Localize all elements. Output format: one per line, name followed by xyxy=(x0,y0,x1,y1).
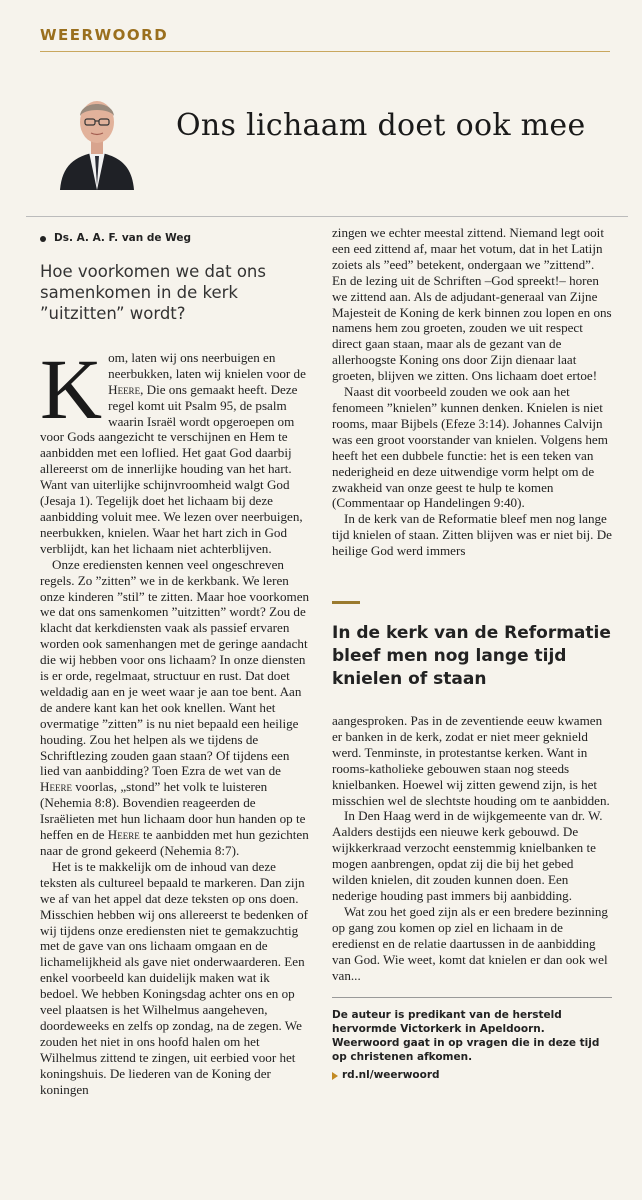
paragraph: Het is te makkelijk om de inhoud van deze teksten als cultureel bepaald te markeren. Dan zijn we af van het appel dat deze teksten op ons doen. Misschien hebben wij ons allereerst te bedenken of wij tijdens onze erediensten niet te gemakzuchtig met de gave van ons lichaam omgaan en de lichamelijkheid als gave niet onderwaarderen. Een enkel voorbeeld kan duidelijk maken wat ik bedoel. We hebben Koningsdag achter ons en op veel plaatsen is het Wilhelmus aangeheven, doordeweeks en zelfs op zondag, na de zegen. We zouden het niet in ons hoofd halen om het Wilhelmus zittend te zingen, uit eerbied voor het koningshuis. De liederen van de Koning der koningen xyxy=(40,858,308,1097)
bio-divider xyxy=(332,997,612,998)
paragraph: Wat zou het goed zijn als er een bredere bezinning op gang zou komen op ziel en lichaam in de eredienst en de relatie daartussen in de aanbidding van God. Wie weet, komt dat knielen er dan ook wel van... xyxy=(332,903,608,983)
section-label: WEERWOORD xyxy=(40,26,169,44)
text-run: voorlas, „stond” het volk te luisteren (Nehemia 8:8). Bovendien reageerden de Israëlieten met hun lichaam door hun handen op te heffen en de xyxy=(40,779,306,843)
small-caps-heere: Heere xyxy=(40,779,72,795)
paragraph: zingen we echter meestal zittend. Niemand legt ooit een eed zittend af, maar het votum, dat in het Latijn zoiets als ”eed” betekent, ondergaan we ”zittend”. En de lezing uit de Schriften –God spreekt!– horen we zittend aan. Als de adjudant-generaal van Zijne Majesteit de Koning de kerk binnen zou lopen en ons namens hem zou groeten, zouden we uit respect direct gaan staan, maar als de gezant van de allerhoogste Koning ons door Zijn dienaar laat groeten, blijven we zitten. Ons lichaam doet ertoe! xyxy=(332,225,612,384)
paragraph xyxy=(40,557,310,859)
section-rule xyxy=(40,51,610,52)
text-run: Onze erediensten kennen veel ongeschreven regels. Zo ”zitten” we in de kerkbank. We leren onze kinderen ”stil” te zitten. Maar hoe voorkomen we dat ons samenkomen ”uitzitten” wordt? Zou de klacht dat kerkdiensten vaak als passief ervaren worden ook samenhangen met de geringe aandacht die wij hebben voor ons lichaam? In onze diensten is er orde, regelmaat, structuur en rust. Dat doet weldadig aan en je weet waar je aan toe bent. Aan de andere kant kan het ook knellen. Want het overmatige ”zitten” is nu niet bepaald een heilige houding. Zou het helpen als we tijdens de Schriftlezing zouden gaan staan? Of tijdens een lied van aanbidding? Toen Ezra de wet van de xyxy=(40,556,310,779)
paragraph: In de kerk van de Reformatie bleef men nog lange tijd knielen of staan. Zitten blijven was er niet bij. De heilige God werd immers xyxy=(332,511,612,559)
left-body xyxy=(40,340,310,1098)
paragraph: In Den Haag werd in de wijkgemeente van dr. W. Aalders destijds een nieuwe kerk gebouwd. De wijkkerkraad verzocht eenstemmig knielbanken te mogen aanbrengen, opdat zij die bij het gebed wilden knielen, dit zouden kunnen doen. Een nederige houding past immers bij aanbidding. xyxy=(332,808,603,903)
header-divider xyxy=(26,216,628,217)
left-column xyxy=(40,225,310,1098)
byline xyxy=(40,231,310,247)
paragraph xyxy=(40,340,310,557)
article-headline: Ons lichaam doet ook mee xyxy=(176,108,586,143)
author-portrait xyxy=(54,86,140,190)
drop-cap: K xyxy=(40,340,103,437)
author-name: Ds. A. A. F. van de Weg xyxy=(54,232,192,244)
paragraph: Naast dit voorbeeld zouden we ook aan het fenomeen ”knielen” kunnen denken. Knielen is niet rooms, maar Bijbels (Efeze 3:14). Johannes Calvijn was een groot voorstander van knielen. Volgens hem heeft het een dubbele functie: het is een teken van nederigheid en deze uitwendige vorm helpt om de zwakheid van onze geest te hulp te komen (Commentaar op Handelingen 9:40). xyxy=(332,384,608,511)
right-column xyxy=(332,225,612,1084)
small-caps-heere: Heere xyxy=(108,381,141,397)
small-caps-heere: Heere xyxy=(107,827,140,843)
text-run: , Die ons gemaakt heeft. Deze regel komt uit Psalm 95, de psalm waarin Israël wordt opgeroepen om voor Gods aangezicht te verschijnen en Hem te aanbidden met een loflied. Het gaat God daarbij allereerst om de innerlijke houding van het hart. Want van uiterlijke schijnvroomheid walgt God (Jesaja 1). Tegelijk doet het lichaam bij deze aanbidding voluit mee. We lezen over neerbuigen, neerbukken, knielen. Waar het hart zich in God verblijdt, kan het lichaam niet achterblijven. xyxy=(40,381,303,556)
pullquote-rule xyxy=(332,601,360,604)
arrow-right-icon xyxy=(332,1072,338,1080)
author-bio: De auteur is predikant van de hersteld hervormde Victorkerk in Apeldoorn. Weerwoord gaat in op vragen die in deze tijd op christenen afkomen. xyxy=(332,1009,600,1064)
weerwoord-link[interactable] xyxy=(332,1068,612,1084)
paragraph: aangesproken. Pas in de zeventiende eeuw kwamen er banken in de kerk, zodat er niet meer geknield werd. Tenminste, in protestantse kerken. Want in rooms-katholieke gebouwen staan nog steeds knielbanken. Hoewel wij zitten gewend zijn, is het misschien wel de slechtste houding om te aanbidden. xyxy=(332,713,610,808)
text-run: te aanbidden met hun gezichten naar de grond gekeerd (Nehemia 8:7). xyxy=(40,827,309,858)
text-run: om, laten wij ons neerbuigen en neerbukken, laten wij knielen voor de xyxy=(108,349,306,381)
pullquote: In de kerk van de Reformatie bleef men nog lange tijd knielen of staan xyxy=(332,623,611,690)
link-text[interactable]: rd.nl/weerwoord xyxy=(342,1069,440,1082)
bullet-icon xyxy=(40,236,46,242)
intro-question: Hoe voorkomen we dat ons samenkomen in de kerk ”uitzitten” wordt? xyxy=(40,261,266,323)
